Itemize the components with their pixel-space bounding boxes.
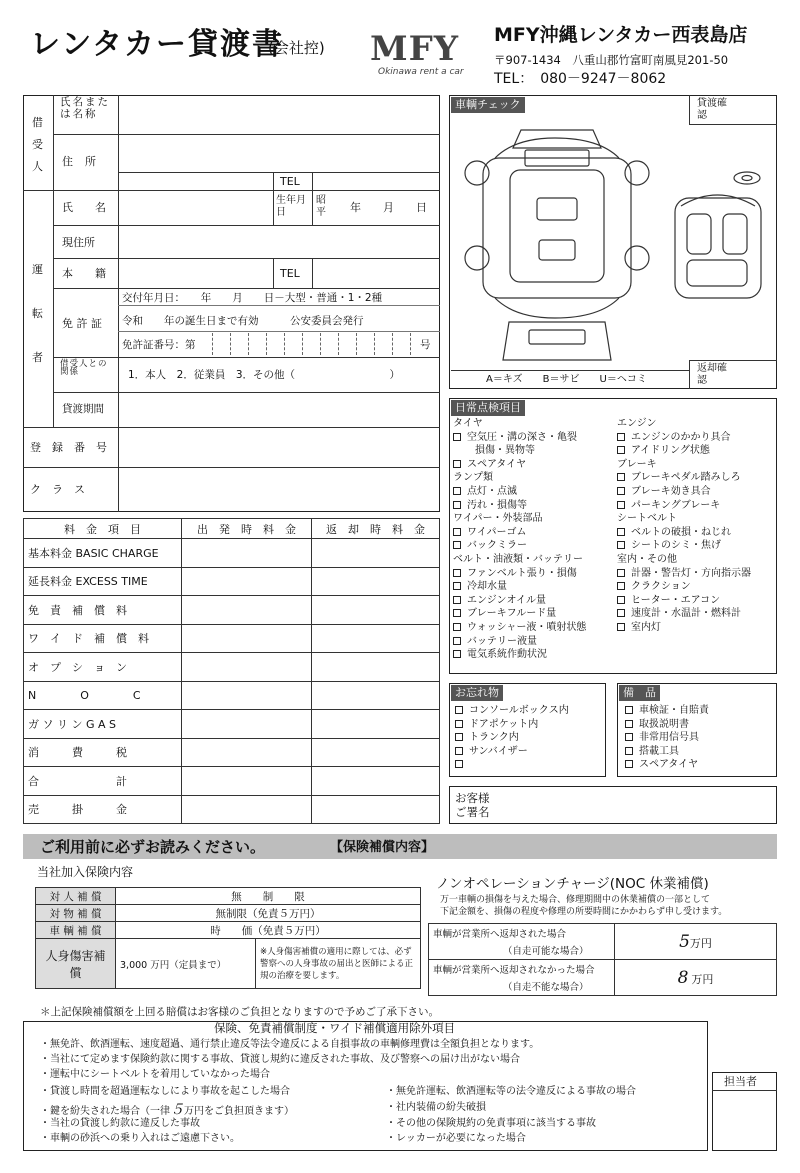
driver-name-label: 氏 名 bbox=[62, 201, 106, 214]
check-item[interactable]: パーキングブレーキ bbox=[617, 499, 751, 513]
insurance-footnote: ＊上記保険補償額を上回る賠償はお客様のご負担となりますので予めご了承下さい。 bbox=[40, 1006, 439, 1018]
exclusions-title: 保険、免責補償制度・ワイド補償適用除外項目 bbox=[210, 1023, 459, 1035]
check-item[interactable]: 速度計・水温計・燃料計 bbox=[617, 607, 751, 621]
checkbox[interactable] bbox=[617, 582, 625, 590]
notice-sub: 【保険補償内容】 bbox=[330, 840, 435, 855]
checkbox[interactable] bbox=[453, 569, 461, 577]
check-item[interactable]: 電気系統作動状況 bbox=[453, 648, 586, 662]
check-item[interactable]: 非常用信号具 bbox=[625, 731, 709, 745]
checkbox[interactable] bbox=[453, 637, 461, 645]
category-heading: タイヤ bbox=[453, 418, 483, 429]
license-label: 免 許 証 bbox=[62, 317, 102, 330]
check-item[interactable]: 搭載工具 bbox=[625, 745, 709, 759]
check-item[interactable]: バッテリー液量 bbox=[453, 635, 586, 649]
check-item-cont: 損傷・異物等 bbox=[475, 445, 535, 457]
checkbox[interactable] bbox=[453, 609, 461, 617]
daily-right-list bbox=[617, 417, 751, 635]
relation-label: 借受人との関係 bbox=[60, 359, 108, 377]
fee-header-return: 返 却 時 料 金 bbox=[312, 519, 440, 539]
check-item[interactable]: エンジンオイル量 bbox=[453, 594, 586, 608]
fee-row-label: 消 費 税 bbox=[24, 738, 182, 767]
exclusion-line: ・鍵を紛失された場合（一律５万円をご負担頂きます） bbox=[40, 1102, 294, 1118]
doc-subtitle: (会社控) bbox=[268, 39, 325, 57]
notice-title: ご利用前に必ずお読みください。 bbox=[40, 838, 266, 856]
fee-row-label: 基本料金 BASIC CHARGE bbox=[24, 539, 182, 568]
insurance-title: 当社加入保険内容 bbox=[37, 865, 134, 879]
exclusion-line: ・レッカーが必要になった場合 bbox=[386, 1133, 526, 1144]
license-number-label: 免許証番号：第 bbox=[122, 339, 196, 351]
birth-label: 生年月日 bbox=[276, 195, 306, 218]
exclusion-line: ・貸渡し時間を超過運転なしにより事故を起こした場合 bbox=[40, 1086, 290, 1097]
exclusion-line: ・当社にて定めます保険約款に関する事故、貸渡し規約に違反された事故、及び警察への届け出がない場合 bbox=[40, 1054, 520, 1065]
insurance-value: 無 制 限 bbox=[116, 888, 421, 905]
insurance-value: 時 価（免責５万円） bbox=[116, 922, 421, 939]
current-address-label: 現住所 bbox=[62, 236, 95, 249]
exclusion-line: ・その他の保険規約の免責事項に該当する事故 bbox=[386, 1118, 596, 1129]
signature-label: お客様ご署名 bbox=[455, 791, 490, 819]
daily-inspection-title: 日常点検項目 bbox=[451, 400, 525, 416]
fee-row-label: オ プ シ ョ ン bbox=[24, 653, 182, 682]
checkbox[interactable] bbox=[453, 650, 461, 658]
domicile-label: 本 籍 bbox=[62, 267, 106, 280]
car-diagram bbox=[455, 128, 770, 368]
check-item[interactable]: 点灯・点滅 bbox=[453, 485, 586, 499]
daily-left-list bbox=[453, 417, 586, 662]
checkbox[interactable] bbox=[617, 528, 625, 536]
exclusion-line: ・当社の貸渡し約款に違反した事故 bbox=[40, 1118, 200, 1129]
license-valid: 令和 年の誕生日まで有効 公安委員会発行 bbox=[122, 315, 364, 327]
signature-box[interactable] bbox=[449, 786, 777, 824]
check-item[interactable]: ウォッシャー液・噴射状態 bbox=[453, 621, 586, 635]
insurance-label: 車 輌 補 償 bbox=[36, 922, 116, 939]
exclusion-line: ・運転中にシートベルトを着用していなかった場合 bbox=[40, 1069, 270, 1080]
check-item[interactable]: トランク内 bbox=[455, 731, 569, 745]
forgot-list bbox=[455, 704, 569, 772]
checkbox[interactable] bbox=[453, 596, 461, 604]
checkbox[interactable] bbox=[617, 569, 625, 577]
shop-tel: TEL： 080－9247－8062 bbox=[494, 71, 667, 87]
checkbox[interactable] bbox=[453, 582, 461, 590]
exclusion-line: ・車輌の砂浜への乗り入れはご遠慮下さい。 bbox=[40, 1133, 240, 1144]
check-item[interactable]: ヒーター・エアコン bbox=[617, 594, 751, 608]
return-confirm-label: 返却確認 bbox=[697, 363, 727, 386]
check-item[interactable] bbox=[455, 758, 569, 772]
exclusion-line: ・社内装備の紛失破損 bbox=[386, 1102, 486, 1113]
doc-title: レンタカー貸渡書 bbox=[30, 27, 285, 62]
check-item[interactable]: エンジンのかかり具合 bbox=[617, 431, 751, 445]
check-item[interactable]: 室内灯 bbox=[617, 621, 751, 635]
check-item[interactable]: クラクション bbox=[617, 580, 751, 594]
noc-amount-2: 8 万円 bbox=[615, 960, 777, 996]
check-item[interactable]: 車検証・自賠責 bbox=[625, 704, 709, 718]
fee-table bbox=[23, 518, 440, 824]
relation-options: 1．本人 2．従業員 3．その他（ ） bbox=[128, 369, 401, 381]
fee-header-item: 料 金 項 目 bbox=[24, 519, 182, 539]
fee-row-label: N O C bbox=[24, 681, 182, 710]
checkbox[interactable] bbox=[453, 623, 461, 631]
checkbox[interactable] bbox=[455, 733, 463, 741]
checkbox[interactable] bbox=[455, 720, 463, 728]
noc-table bbox=[428, 923, 777, 996]
driver-tel-label: TEL bbox=[280, 267, 300, 280]
fee-row-label: 売 掛 金 bbox=[24, 795, 182, 824]
logo: MFY bbox=[370, 29, 460, 69]
checkbox[interactable] bbox=[453, 541, 461, 549]
borrower-tel-label: TEL bbox=[280, 175, 300, 188]
insurance-label: 対 物 補 償 bbox=[36, 905, 116, 922]
driver-section: 運転者 bbox=[32, 263, 43, 364]
borrower-section: 借受人 bbox=[32, 116, 43, 173]
category-heading: 室内・その他 bbox=[617, 553, 677, 565]
noc-case-not-returned: 車輌が営業所へ返却されなかった場合 （自走不能な場合） bbox=[429, 960, 615, 996]
equipment-list bbox=[625, 704, 709, 772]
category-heading: ブレーキ bbox=[617, 458, 657, 470]
checkbox[interactable] bbox=[455, 760, 463, 768]
borrower-address-field[interactable] bbox=[120, 136, 438, 171]
checkbox[interactable] bbox=[617, 433, 625, 441]
check-item[interactable]: ブレーキ効き具合 bbox=[617, 485, 751, 499]
noc-desc-1: 万一車輌の損傷を与えた場合、修理期間中の休業補償の一部として bbox=[440, 895, 711, 905]
check-item[interactable]: 計器・警告灯・方向指示器 bbox=[617, 567, 751, 581]
fee-row-label: 合 計 bbox=[24, 767, 182, 796]
check-item[interactable]: ブレーキペダル踏みしろ bbox=[617, 471, 751, 485]
lend-confirm-label: 貸渡確認 bbox=[697, 98, 727, 121]
insurance-value: 無制限（免責５万円） bbox=[116, 905, 421, 922]
checkbox[interactable] bbox=[617, 541, 625, 549]
category-heading: ワイパー・外装部品 bbox=[453, 513, 543, 525]
checkbox[interactable] bbox=[453, 501, 461, 509]
check-item[interactable]: ブレーキフルード量 bbox=[453, 607, 586, 621]
registration-field[interactable] bbox=[120, 429, 438, 466]
checkbox[interactable] bbox=[617, 501, 625, 509]
personal-injury-note: ※人身傷害補償の適用に際しては、必ず警察への人身事故の届出と医師による正規の治療を要します。 bbox=[256, 939, 421, 989]
category-heading: ベルト・油液類・バッテリー bbox=[453, 553, 583, 565]
checkbox[interactable] bbox=[453, 433, 461, 441]
shop-name: MFY沖縄レンタカー西表島店 bbox=[494, 24, 748, 46]
fee-header-departure: 出 発 時 料 金 bbox=[182, 519, 312, 539]
checkbox[interactable] bbox=[453, 528, 461, 536]
check-item[interactable]: 汚れ・損傷等 bbox=[453, 499, 586, 513]
checkbox[interactable] bbox=[617, 446, 625, 454]
checkbox[interactable] bbox=[617, 473, 625, 481]
checkbox[interactable] bbox=[617, 623, 625, 631]
fee-row-label: 延長料金 EXCESS TIME bbox=[24, 567, 182, 596]
check-item[interactable]: ワイパーゴム bbox=[453, 526, 586, 540]
check-item[interactable]: ファンベルト張り・損傷 bbox=[453, 567, 586, 581]
noc-case-returned: 車輌が営業所へ返却された場合 （自走可能な場合） bbox=[429, 924, 615, 960]
exclusion-line: ・無免許、飲酒運転、速度超過、通行禁止違反等法令違反による自損事故の車輌修理費は全額負担となります。 bbox=[40, 1039, 540, 1050]
check-item[interactable]: スペアタイヤ bbox=[625, 758, 709, 772]
borrower-name-field[interactable] bbox=[120, 97, 438, 133]
check-item[interactable]: 冷却水量 bbox=[453, 580, 586, 594]
check-item[interactable]: アイドリング状態 bbox=[617, 444, 751, 458]
check-item[interactable]: ドアポケット内 bbox=[455, 718, 569, 732]
exclusion-line: ・無免許運転、飲酒運転等の法令違反による事故の場合 bbox=[386, 1086, 636, 1097]
checkbox[interactable] bbox=[625, 706, 633, 714]
check-item[interactable]: ベルトの破損・ねじれ bbox=[617, 526, 751, 540]
check-item[interactable]: コンソールボックス内 bbox=[455, 704, 569, 718]
license-issue: 交付年月日： 年 月 日－大型・普通・1・2種 bbox=[122, 292, 383, 304]
category-heading: シートベルト bbox=[617, 513, 677, 525]
fee-row-label: ワ イ ド 補 償 料 bbox=[24, 624, 182, 653]
noc-amount-1: 5万円 bbox=[615, 924, 777, 960]
check-item[interactable]: スペアタイヤ bbox=[453, 458, 586, 472]
check-item[interactable]: バックミラー bbox=[453, 539, 586, 553]
category-heading: エンジン bbox=[617, 418, 657, 429]
borrower-name-label: 氏名または名称 bbox=[60, 96, 110, 120]
era-label: 昭平 bbox=[316, 195, 326, 218]
vehicle-check-title: 車輌チェック bbox=[451, 97, 525, 113]
checkbox[interactable] bbox=[455, 747, 463, 755]
check-item[interactable]: 取扱説明書 bbox=[625, 718, 709, 732]
damage-legend: A＝キズ B＝サビ U＝ヘコミ bbox=[486, 374, 647, 385]
fee-row-label: ガ ソ リ ン G A S bbox=[24, 710, 182, 739]
check-item[interactable]: サンバイザー bbox=[455, 745, 569, 759]
borrower-address-label: 住所 bbox=[62, 155, 108, 168]
personal-injury-value: 3,000 万円（定員まで） bbox=[116, 939, 256, 989]
noc-title: ノンオペレーションチャージ(NOC 休業補償) bbox=[436, 876, 709, 892]
checkbox[interactable] bbox=[617, 487, 625, 495]
rental-period-field[interactable] bbox=[120, 394, 438, 426]
checkbox[interactable] bbox=[625, 747, 633, 755]
checkbox[interactable] bbox=[453, 460, 461, 468]
checkbox[interactable] bbox=[617, 609, 625, 617]
logo-sub: Okinawa rent a car bbox=[378, 67, 464, 77]
birth-ymd: 年 月 日 bbox=[350, 201, 427, 214]
class-label: ク ラ ス bbox=[30, 483, 85, 496]
checkbox[interactable] bbox=[625, 733, 633, 741]
equipment-title: 備 品 bbox=[619, 685, 660, 701]
insurance-label: 対 人 補 償 bbox=[36, 888, 116, 905]
class-field[interactable] bbox=[120, 469, 438, 511]
checkbox[interactable] bbox=[453, 487, 461, 495]
personal-injury-label: 人身傷害補 償 bbox=[36, 939, 116, 989]
forgot-items-title: お忘れ物 bbox=[451, 685, 503, 701]
license-number-end: 号 bbox=[420, 339, 431, 351]
registration-number-label: 登 録 番 号 bbox=[30, 441, 107, 454]
insurance-table bbox=[35, 887, 421, 989]
checkbox[interactable] bbox=[625, 720, 633, 728]
fee-row-label: 免 責 補 償 料 bbox=[24, 596, 182, 625]
staff-label: 担当者 bbox=[724, 1075, 757, 1088]
shop-address: 〒907-1434 八重山郡竹富町南風見201-50 bbox=[494, 53, 729, 67]
checkbox[interactable] bbox=[617, 596, 625, 604]
rental-period-label: 貸渡期間 bbox=[62, 403, 104, 415]
noc-desc-2: 下記金額を、損傷の程度や修理の所要時間にかかわらず申し受けます。 bbox=[440, 907, 728, 917]
checkbox[interactable] bbox=[625, 760, 633, 768]
checkbox[interactable] bbox=[455, 706, 463, 714]
category-heading: ランプ類 bbox=[453, 472, 493, 484]
check-item[interactable]: シートのシミ・焦げ bbox=[617, 539, 751, 553]
check-item[interactable]: 空気圧・溝の深さ・亀裂 bbox=[453, 431, 586, 445]
